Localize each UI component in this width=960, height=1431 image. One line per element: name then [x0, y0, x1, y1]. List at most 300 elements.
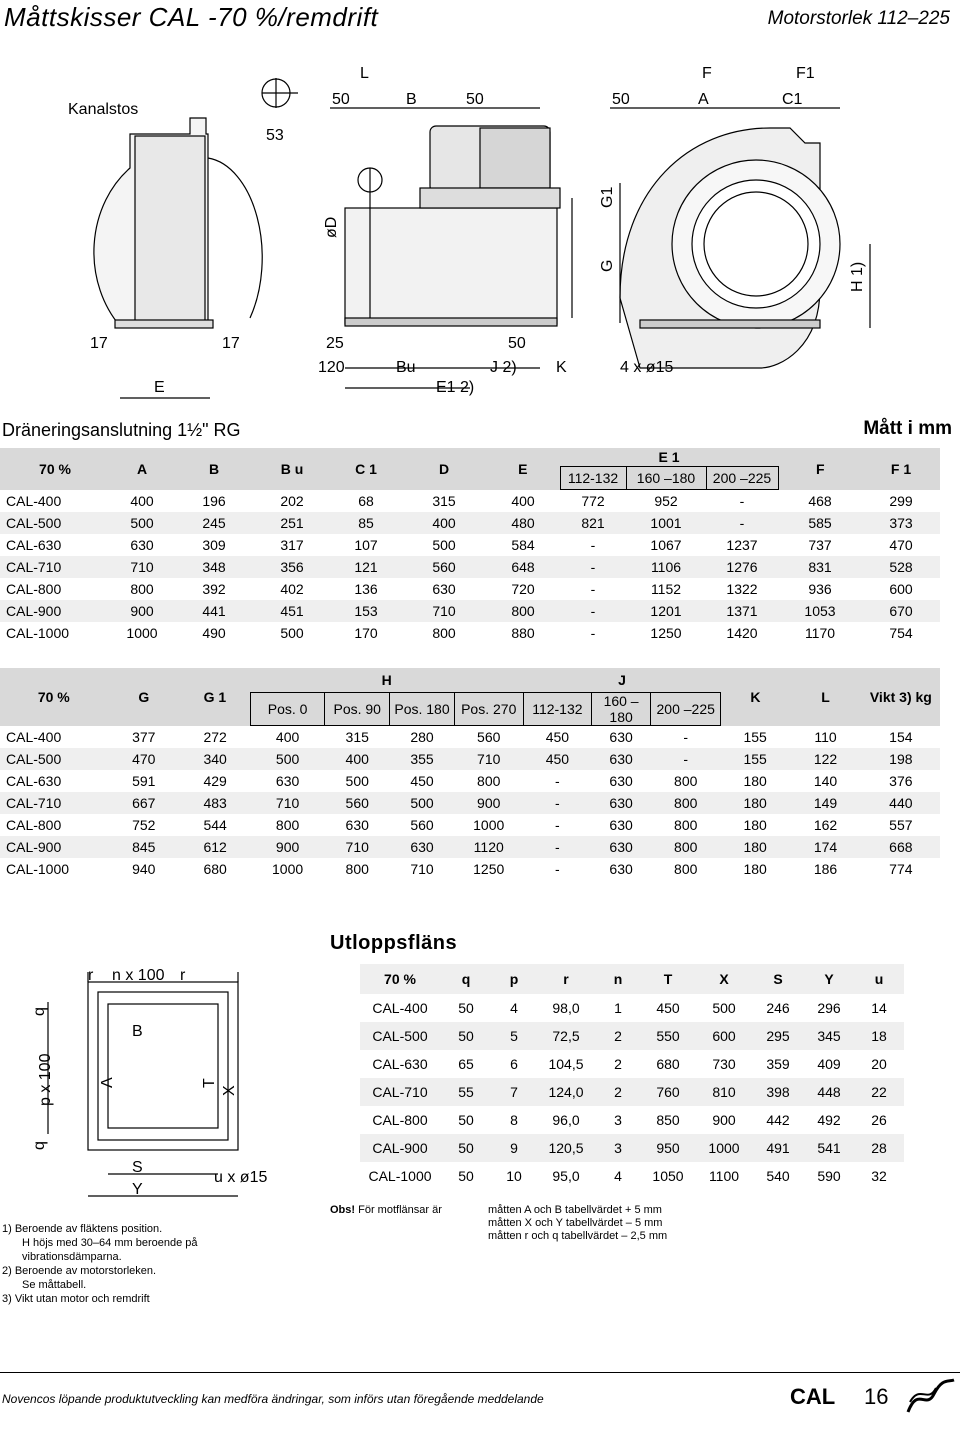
value-cell: 710	[345, 839, 369, 855]
table-row	[360, 1078, 904, 1106]
t2-h-pos270: Pos. 270	[454, 693, 523, 726]
value-cell: 50	[458, 1028, 474, 1044]
value-cell: 940	[132, 861, 156, 877]
value-cell: 50	[458, 1000, 474, 1016]
value-cell: 668	[889, 839, 913, 855]
value-cell: 359	[766, 1056, 790, 1072]
label-17b: 17	[222, 335, 240, 352]
value-cell: 540	[766, 1168, 790, 1184]
value-cell: -	[683, 729, 689, 745]
model-cell: CAL-500	[6, 515, 62, 531]
model-cell: CAL-900	[6, 839, 62, 855]
value-cell: 490	[202, 625, 226, 641]
value-cell: 1053	[804, 603, 836, 619]
value-cell: 1170	[804, 625, 836, 641]
value-cell: 22	[871, 1084, 887, 1100]
table-row	[0, 792, 940, 814]
value-cell: 107	[354, 537, 378, 553]
flange-header-cell: X	[719, 971, 729, 987]
table-row	[360, 994, 904, 1022]
value-cell: 356	[280, 559, 304, 575]
value-cell: 400	[432, 515, 456, 531]
table-row	[360, 1134, 904, 1162]
t1-h-A: A	[136, 460, 148, 477]
value-cell: 429	[203, 773, 227, 789]
flange-label-Y: Y	[132, 1181, 143, 1198]
table-row	[0, 726, 940, 749]
value-cell: 800	[674, 839, 698, 855]
value-cell: 710	[432, 603, 456, 619]
t2-h-G: G	[138, 688, 150, 705]
value-cell: 936	[808, 581, 832, 597]
flange-title: Utloppsfläns	[330, 932, 458, 954]
value-cell: 450	[545, 751, 570, 767]
value-cell: 50	[458, 1112, 474, 1128]
value-cell: 612	[203, 839, 227, 855]
value-cell: 560	[432, 559, 456, 575]
label-53: 53	[266, 127, 284, 144]
value-cell: 528	[889, 559, 913, 575]
table-row	[360, 1106, 904, 1134]
value-cell: 448	[817, 1084, 841, 1100]
value-cell: 7	[510, 1084, 518, 1100]
value-cell: 140	[813, 773, 838, 789]
t2-h-H: H	[381, 672, 392, 688]
value-cell: 85	[358, 515, 374, 531]
value-cell: 630	[432, 581, 456, 597]
obs-text: För motflänsar är	[358, 1204, 442, 1216]
footnote-3: 3) Vikt utan motor och remdrift	[2, 1293, 150, 1305]
value-cell: 450	[656, 1000, 680, 1016]
flange-drawing	[28, 964, 288, 1206]
value-cell: 373	[889, 515, 913, 531]
value-cell: 1000	[272, 861, 304, 877]
value-cell: 1201	[650, 603, 682, 619]
value-cell: 345	[817, 1028, 841, 1044]
dimension-table-2	[0, 668, 940, 880]
table-row	[0, 578, 940, 600]
t1-h-E1: E 1	[658, 449, 680, 465]
label-J2: J 2)	[490, 359, 517, 376]
value-cell: 162	[813, 817, 838, 833]
value-cell: 136	[354, 581, 378, 597]
value-cell: 55	[458, 1084, 474, 1100]
label-120: 120	[318, 359, 345, 376]
value-cell: 2	[614, 1028, 622, 1044]
value-cell: 1371	[726, 603, 758, 619]
value-cell: 560	[477, 729, 501, 745]
obs-line-1: måtten A och B tabellvärdet + 5 mm	[488, 1204, 662, 1216]
flange-label-S: S	[132, 1159, 143, 1176]
value-cell: 760	[656, 1084, 680, 1100]
value-cell: 8	[510, 1112, 518, 1128]
value-cell: 299	[889, 492, 913, 509]
flange-label-r2: r	[180, 967, 186, 984]
drain-connection-note: Dräneringsanslutning 1½" RG	[2, 420, 241, 440]
value-cell: 585	[808, 515, 832, 531]
table-row	[0, 600, 940, 622]
value-cell: 560	[345, 795, 369, 811]
value-cell: 50	[458, 1168, 474, 1184]
value-cell: 355	[410, 751, 434, 767]
value-cell: 720	[511, 581, 535, 597]
value-cell: 4	[510, 1000, 518, 1016]
flange-header-cell: p	[509, 971, 519, 987]
value-cell: 500	[712, 1000, 736, 1016]
value-cell: 98,0	[552, 1000, 580, 1016]
value-cell: 2	[614, 1056, 622, 1072]
t1-h-E1b: 160 –180	[626, 467, 706, 490]
label-C1: C1	[782, 91, 803, 108]
value-cell: 202	[280, 492, 304, 509]
value-cell: 950	[656, 1140, 680, 1156]
value-cell: 10	[506, 1168, 522, 1184]
value-cell: 821	[581, 515, 605, 531]
value-cell: 541	[817, 1140, 841, 1156]
label-oD: øD	[323, 216, 340, 238]
t2-h-model: 70 %	[37, 688, 70, 705]
value-cell: 451	[280, 603, 304, 619]
value-cell: 470	[132, 751, 156, 767]
value-cell: 2	[614, 1084, 622, 1100]
value-cell: 20	[871, 1056, 887, 1072]
value-cell: 1000	[126, 625, 158, 641]
model-cell: CAL-500	[6, 751, 62, 767]
flange-label-q2: q	[31, 1141, 48, 1150]
value-cell: 710	[130, 559, 154, 575]
flange-label-B: B	[132, 1023, 143, 1040]
value-cell: 630	[609, 729, 633, 745]
value-cell: 315	[345, 729, 369, 745]
value-cell: 3	[614, 1140, 622, 1156]
flange-header-cell: r	[563, 971, 569, 987]
value-cell: 710	[275, 795, 300, 811]
value-cell: 1050	[652, 1168, 684, 1184]
value-cell: 186	[813, 861, 838, 877]
table-row	[0, 622, 940, 644]
value-cell: 28	[871, 1140, 887, 1156]
flange-header-cell: n	[613, 971, 623, 987]
flange-header-cell: 70 %	[384, 971, 416, 987]
value-cell: 450	[410, 773, 434, 789]
value-cell: 710	[477, 751, 501, 767]
value-cell: 1001	[650, 515, 682, 531]
value-cell: 772	[581, 493, 605, 509]
value-cell: 72,5	[552, 1028, 580, 1044]
label-F: F	[702, 65, 712, 82]
value-cell: 500	[280, 625, 304, 641]
value-cell: 630	[275, 773, 300, 789]
value-cell: 470	[889, 537, 913, 553]
fan-dimension-drawing	[0, 48, 960, 418]
value-cell: 295	[766, 1028, 790, 1044]
value-cell: 850	[656, 1112, 680, 1128]
label-50a: 50	[332, 91, 350, 108]
t1-h-F: F	[815, 460, 825, 477]
table-row	[360, 1022, 904, 1050]
t2-h-G1: G 1	[203, 688, 227, 705]
value-cell: 800	[477, 773, 501, 789]
value-cell: 65	[458, 1056, 474, 1072]
value-cell: 550	[656, 1028, 680, 1044]
value-cell: 810	[712, 1084, 736, 1100]
label-F1: F1	[796, 65, 815, 82]
value-cell: -	[555, 817, 560, 833]
value-cell: 5	[510, 1028, 518, 1044]
value-cell: 737	[808, 537, 832, 553]
label-50b: 50	[466, 91, 484, 108]
value-cell: 1000	[708, 1140, 740, 1156]
flange-header-cell: S	[773, 971, 783, 987]
value-cell: 110	[814, 728, 837, 745]
value-cell: 730	[712, 1056, 736, 1072]
value-cell: 670	[889, 603, 913, 619]
value-cell: 754	[889, 625, 913, 641]
obs-note	[330, 1204, 442, 1216]
value-cell: 1067	[650, 537, 682, 553]
value-cell: 900	[477, 795, 501, 811]
flange-label-A: A	[99, 1077, 116, 1088]
value-cell: 800	[432, 625, 456, 641]
value-cell: 800	[130, 581, 154, 597]
value-cell: 900	[712, 1112, 736, 1128]
label-kanalstos: Kanalstos	[68, 101, 139, 118]
value-cell: 680	[656, 1056, 680, 1072]
t1-h-Bu: B u	[280, 460, 304, 477]
t2-h-pos0: Pos. 0	[250, 693, 325, 726]
model-cell: CAL-1000	[368, 1168, 432, 1184]
value-cell: 630	[130, 537, 154, 553]
t2-h-Jc: 200 –225	[651, 693, 721, 726]
value-cell: 774	[889, 861, 913, 877]
value-cell: 491	[766, 1140, 790, 1156]
value-cell: 149	[813, 795, 838, 811]
value-cell: 121	[354, 559, 378, 575]
value-cell: -	[555, 839, 560, 855]
value-cell: 1152	[650, 581, 682, 597]
model-cell: CAL-500	[372, 1028, 428, 1044]
value-cell: 180	[743, 839, 767, 855]
value-cell: 560	[410, 817, 434, 833]
value-cell: -	[590, 625, 596, 641]
t2-h-vikt: Vikt 3) kg	[869, 688, 932, 705]
table-row	[0, 814, 940, 836]
value-cell: 409	[817, 1056, 841, 1072]
flange-label-nx100: n x 100	[112, 967, 165, 984]
value-cell: 480	[511, 515, 535, 531]
value-cell: 468	[808, 492, 832, 509]
value-cell: 155	[743, 728, 767, 745]
table-row	[0, 858, 940, 880]
value-cell: 630	[609, 751, 633, 767]
units-label: Mått i mm	[863, 418, 952, 439]
value-cell: 95,0	[552, 1168, 580, 1184]
footnote-1b: H höjs med 30–64 mm beroende på	[22, 1237, 198, 1249]
value-cell: 296	[817, 1000, 841, 1016]
footer-brand: CAL	[790, 1384, 836, 1409]
label-25: 25	[326, 335, 344, 352]
value-cell: 122	[813, 751, 838, 767]
value-cell: 402	[280, 581, 304, 597]
value-cell: 153	[354, 603, 378, 619]
value-cell: 14	[871, 1000, 887, 1016]
value-cell: 800	[345, 861, 369, 877]
value-cell: 492	[817, 1112, 841, 1128]
value-cell: 180	[743, 795, 767, 811]
value-cell: 400	[275, 729, 300, 745]
value-cell: 500	[130, 515, 154, 531]
value-cell: 400	[511, 492, 535, 509]
model-cell: CAL-900	[6, 603, 62, 619]
value-cell: 50	[458, 1140, 474, 1156]
table-row	[360, 1162, 904, 1190]
table-row	[0, 534, 940, 556]
value-cell: 591	[132, 773, 156, 789]
value-cell: 245	[202, 515, 226, 531]
value-cell: -	[739, 515, 745, 531]
value-cell: 483	[203, 795, 227, 811]
label-L: L	[360, 65, 369, 82]
value-cell: 500	[275, 751, 300, 767]
value-cell: 500	[345, 773, 369, 789]
novenco-logo-icon	[904, 1376, 956, 1416]
value-cell: 900	[130, 603, 154, 619]
obs-label: Obs!	[330, 1204, 356, 1216]
label-A: A	[698, 91, 709, 108]
value-cell: 398	[766, 1084, 790, 1100]
value-cell: 96,0	[552, 1112, 580, 1128]
value-cell: 584	[511, 537, 535, 553]
value-cell: 800	[275, 817, 300, 833]
value-cell: 557	[889, 817, 913, 833]
value-cell: 442	[766, 1112, 790, 1128]
value-cell: 348	[202, 559, 226, 575]
value-cell: 9	[510, 1140, 518, 1156]
label-G1: G1	[599, 186, 616, 208]
value-cell: -	[555, 861, 560, 877]
value-cell: 952	[654, 493, 678, 509]
value-cell: 377	[132, 728, 156, 745]
value-cell: 124,0	[548, 1084, 584, 1100]
value-cell: 104,5	[548, 1056, 584, 1072]
value-cell: 800	[511, 603, 535, 619]
value-cell: 590	[817, 1168, 841, 1184]
table-row	[360, 1050, 904, 1078]
label-G: G	[599, 259, 616, 272]
model-cell: CAL-800	[6, 817, 62, 833]
footnote-1: 1) Beroende av fläktens position.	[2, 1223, 163, 1235]
table-row	[0, 836, 940, 858]
value-cell: 1106	[650, 559, 682, 575]
t1-h-E1c: 200 –225	[706, 467, 778, 490]
value-cell: 441	[202, 603, 226, 619]
value-cell: 154	[889, 728, 913, 745]
value-cell: 196	[202, 492, 226, 509]
label-Bu: Bu	[396, 359, 416, 376]
label-H1: H 1)	[849, 261, 866, 292]
value-cell: 630	[609, 773, 633, 789]
value-cell: 1250	[650, 625, 682, 641]
model-cell: CAL-400	[6, 728, 62, 745]
value-cell: 170	[354, 625, 378, 641]
value-cell: -	[590, 559, 596, 575]
value-cell: 630	[345, 817, 369, 833]
flange-table	[360, 964, 904, 1190]
value-cell: 752	[132, 817, 156, 833]
value-cell: 880	[511, 625, 535, 641]
value-cell: 1276	[726, 559, 758, 575]
value-cell: 317	[280, 537, 304, 553]
value-cell: 4	[614, 1168, 622, 1184]
table-row	[0, 748, 940, 770]
t1-h-F1: F 1	[890, 460, 912, 477]
table-row	[0, 490, 940, 513]
t2-h-Ja: 112-132	[523, 693, 592, 726]
value-cell: 280	[410, 729, 434, 745]
t1-h-E1a: 112-132	[560, 467, 626, 490]
footnote-2b: Se måttabell.	[22, 1279, 87, 1291]
model-cell: CAL-800	[6, 581, 62, 597]
flange-label-T: T	[201, 1078, 218, 1088]
label-K: K	[556, 359, 567, 376]
value-cell: 6	[510, 1056, 518, 1072]
flange-header-cell: T	[663, 971, 673, 987]
value-cell: 648	[511, 559, 535, 575]
label-E12: E1 2)	[436, 379, 475, 396]
obs-details	[488, 1204, 667, 1243]
model-cell: CAL-710	[6, 795, 62, 811]
t1-h-C1: C 1	[355, 460, 377, 477]
value-cell: 3	[614, 1112, 622, 1128]
flange-label-q1: q	[31, 1007, 48, 1016]
value-cell: 246	[766, 1000, 790, 1016]
t2-h-pos180: Pos. 180	[390, 693, 455, 726]
value-cell: 630	[609, 817, 633, 833]
footer-disclaimer: Novencos löpande produktutveckling kan medföra ändringar, som införs utan föregående meddelande	[2, 1392, 544, 1406]
flange-label-r1: r	[88, 967, 94, 984]
value-cell: 180	[743, 861, 767, 877]
value-cell: 180	[743, 817, 767, 833]
t1-h-E: E	[518, 460, 528, 477]
model-cell: CAL-400	[6, 492, 62, 509]
value-cell: 120,5	[548, 1140, 584, 1156]
footnotes	[2, 1222, 198, 1306]
value-cell: 800	[674, 795, 698, 811]
model-cell: CAL-630	[6, 537, 62, 553]
model-cell: CAL-900	[372, 1140, 428, 1156]
value-cell: 600	[889, 581, 913, 597]
value-cell: 180	[743, 773, 767, 789]
value-cell: 1420	[726, 625, 758, 641]
value-cell: 450	[545, 729, 570, 745]
value-cell: 440	[889, 795, 913, 811]
value-cell: 710	[410, 861, 434, 877]
value-cell: 1237	[726, 537, 758, 553]
value-cell: 800	[674, 861, 698, 877]
label-50d: 50	[508, 335, 526, 352]
page-number: 16	[864, 1384, 889, 1409]
t1-h-B: B	[208, 460, 220, 477]
value-cell: 251	[280, 515, 304, 531]
obs-line-2: måtten X och Y tabellvärdet – 5 mm	[488, 1217, 663, 1229]
value-cell: -	[590, 537, 596, 553]
value-cell: 630	[609, 839, 633, 855]
value-cell: -	[555, 795, 560, 811]
value-cell: 340	[203, 751, 227, 767]
footnote-1c: vibrationsdämparna.	[22, 1251, 122, 1263]
flange-header-cell: q	[461, 971, 471, 987]
model-cell: CAL-400	[372, 1000, 428, 1016]
